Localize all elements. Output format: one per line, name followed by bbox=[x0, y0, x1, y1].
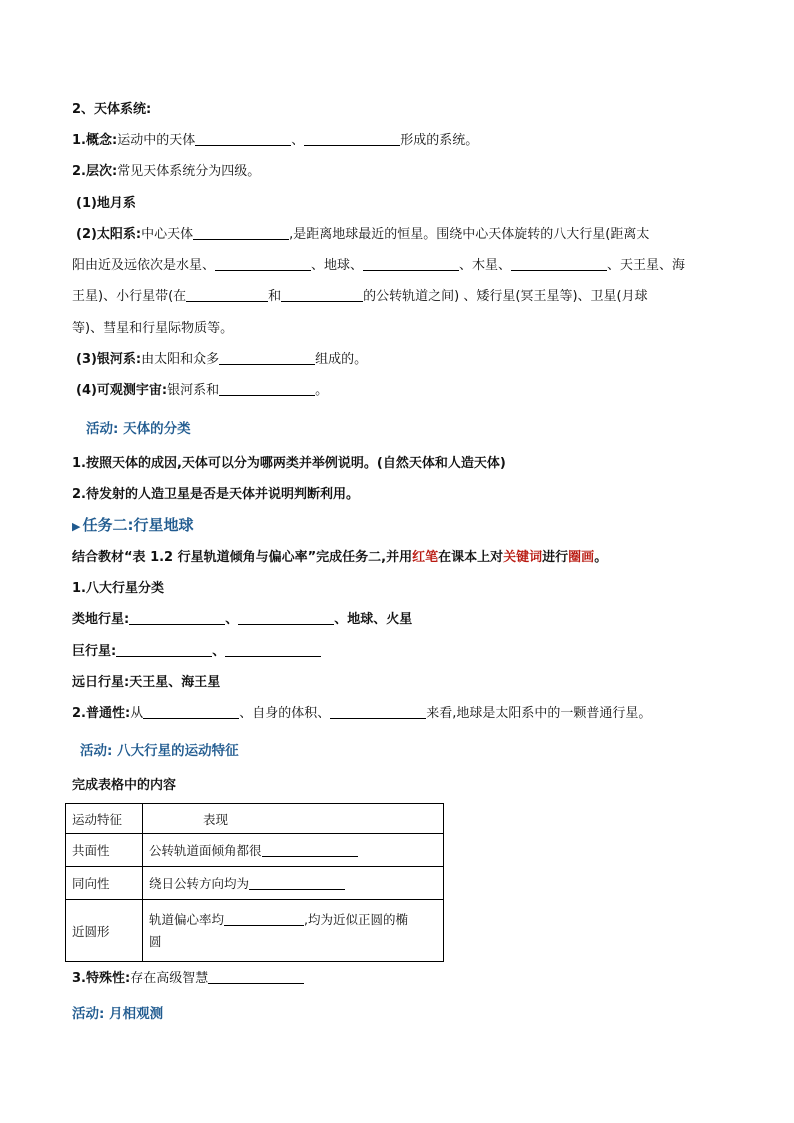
blank-field[interactable] bbox=[215, 257, 311, 271]
blank-field[interactable] bbox=[262, 843, 358, 857]
blank-field[interactable] bbox=[143, 705, 239, 719]
blank-field[interactable] bbox=[281, 288, 363, 302]
table-cell: 同向性 bbox=[66, 867, 143, 900]
table-cell: 近圆形 bbox=[66, 900, 143, 962]
table-header: 表现 bbox=[143, 804, 444, 834]
solar-system-line-3: 王星)、小行星带(在 和 的公转轨道之间) 、矮行星(冥王星等)、卫星(月球 bbox=[72, 289, 648, 304]
section-title: 2、天体系统: bbox=[72, 102, 152, 117]
blank-field[interactable] bbox=[116, 643, 212, 657]
solar-system-line-2: 阳由近及远依次是水星、 、地球、 、木星、 、天王星、海 bbox=[72, 258, 686, 273]
observable-universe-line: (4)可观测宇宙:银河系和 。 bbox=[76, 383, 329, 398]
ordinary-line: 2.普通性:从 、自身的体积、 来看,地球是太阳系中的一颗普通行星。 bbox=[72, 706, 652, 721]
instruction-line: 结合教材“表 1.2 行星轨道倾角与偏心率”完成任务二,并用红笔在课本上对关键词进行圈画。 bbox=[72, 550, 608, 565]
table-header: 运动特征 bbox=[66, 804, 143, 834]
blank-field[interactable] bbox=[238, 611, 334, 625]
blank-field[interactable] bbox=[186, 288, 268, 302]
milky-way-line: (3)银河系:由太阳和众多 组成的。 bbox=[76, 352, 368, 367]
blank-field[interactable] bbox=[219, 351, 315, 365]
blank-field[interactable] bbox=[225, 643, 321, 657]
table-intro: 完成表格中的内容 bbox=[72, 778, 177, 793]
terrestrial-planets-line: 类地行星: 、 、地球、火星 bbox=[72, 612, 413, 627]
activity-heading: 活动: 八大行星的运动特征 bbox=[80, 743, 239, 759]
blank-field[interactable] bbox=[219, 382, 315, 396]
blank-field[interactable] bbox=[511, 257, 607, 271]
activity-heading: 活动: 天体的分类 bbox=[86, 421, 191, 437]
blank-field[interactable] bbox=[195, 132, 291, 146]
triangle-icon: ▶ bbox=[72, 520, 81, 533]
solar-system-line-4: 等)、彗星和行星际物质等。 bbox=[72, 321, 234, 336]
blank-field[interactable] bbox=[224, 912, 304, 926]
blank-field[interactable] bbox=[193, 226, 289, 240]
task-heading: ▶ 任务二:行星地球 bbox=[72, 516, 194, 534]
table-cell: 公转轨道面倾角都很 bbox=[143, 834, 444, 867]
earth-moon-line: (1)地月系 bbox=[76, 196, 136, 211]
table-cell: 共面性 bbox=[66, 834, 143, 867]
activity-heading: 活动: 月相观测 bbox=[72, 1006, 164, 1022]
blank-field[interactable] bbox=[330, 705, 426, 719]
table-cell: 绕日公转方向均为 bbox=[143, 867, 444, 900]
blank-field[interactable] bbox=[249, 876, 345, 890]
special-line: 3.特殊性:存在高级智慧 bbox=[72, 970, 734, 988]
levels-line: 2.层次:常见天体系统分为四级。 bbox=[72, 164, 261, 179]
question-2: 2.待发射的人造卫星是否是天体并说明判断利用。 bbox=[72, 487, 359, 502]
blank-field[interactable] bbox=[304, 132, 400, 146]
table-row bbox=[66, 804, 444, 834]
giant-planets-line: 巨行星: 、 bbox=[72, 643, 734, 661]
blank-field[interactable] bbox=[129, 611, 225, 625]
solar-system-line-1: (2)太阳系:中心天体 ,是距离地球最近的恒星。围绕中心天体旋转的八大行星(距离太 bbox=[76, 227, 650, 242]
question-1: 1.按照天体的成因,天体可以分为哪两类并举例说明。(自然天体和人造天体) bbox=[72, 456, 506, 471]
concept-line: 1.概念:运动中的天体 、 形成的系统。 bbox=[72, 133, 479, 148]
table-row bbox=[66, 834, 444, 867]
table-row bbox=[66, 900, 444, 962]
blank-field[interactable] bbox=[208, 970, 304, 984]
table-cell: 轨道偏心率均 ,均为近似正圆的椭 圆 bbox=[143, 900, 444, 962]
planet-classification: 1.八大行星分类 bbox=[72, 581, 164, 596]
motion-table bbox=[65, 803, 444, 962]
table-row bbox=[66, 867, 444, 900]
far-planets-line: 远日行星:天王星、海王星 bbox=[72, 675, 221, 690]
blank-field[interactable] bbox=[363, 257, 459, 271]
